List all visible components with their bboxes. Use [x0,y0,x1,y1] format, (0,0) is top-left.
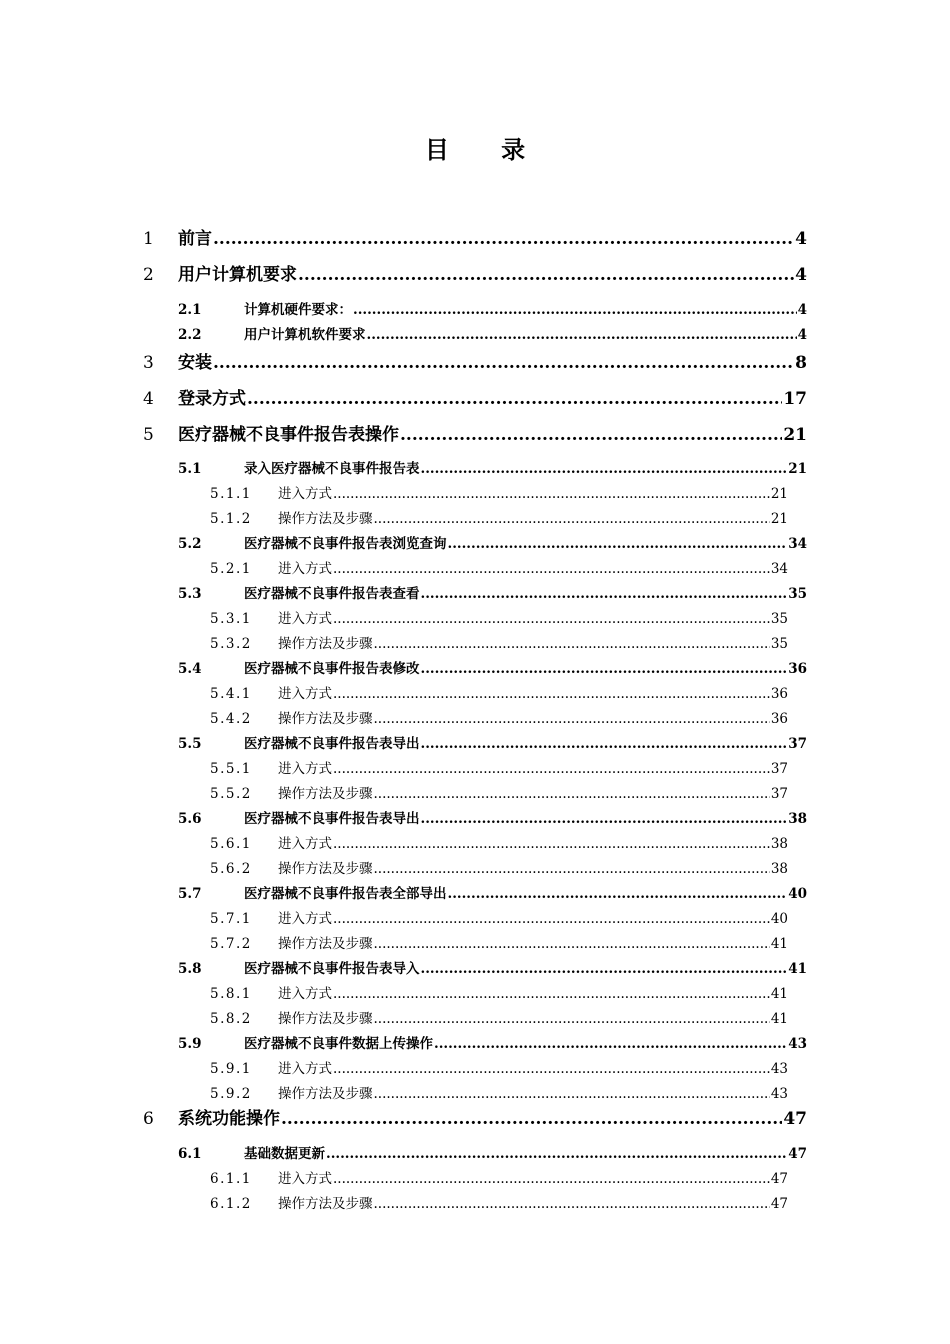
toc-dot-leader [333,686,770,702]
toc-entry-title: 进入方式 [278,911,332,927]
toc-entry-level-2[interactable] [178,807,807,827]
toc-entry-title: 进入方式 [278,836,332,852]
toc-entry-page: 47 [770,1196,788,1212]
toc-entry-title: 进入方式 [278,1171,332,1187]
toc-entry-number: 5.8.2 [210,1011,252,1027]
toc-entry-number: 5.4 [178,661,202,677]
toc-entry-page: 41 [788,961,807,977]
toc-entry-level-2[interactable] [178,1142,807,1162]
toc-entry-page: 35 [770,636,788,652]
toc-entry-number: 3 [143,353,154,372]
toc-entry-title: 进入方式 [278,561,332,577]
toc-entry-level-3[interactable] [210,907,788,927]
toc-entry-number: 5.5 [178,736,202,752]
toc-dot-leader [448,886,788,902]
toc-entry-page: 4 [797,327,807,343]
toc-entry-page: 47 [788,1146,807,1162]
toc-entry-level-2[interactable] [178,882,807,902]
toc-entry-title: 操作方法及步骤 [278,511,373,527]
toc-entry-level-3[interactable] [210,832,788,852]
toc-entry-number: 6.1 [178,1146,202,1162]
toc-dot-leader [421,811,788,827]
toc-dot-leader [333,1061,770,1077]
toc-entry-level-2[interactable] [178,732,807,752]
toc-entry-title: 计算机硬件要求： [244,302,352,318]
toc-entry-title: 操作方法及步骤 [278,936,373,952]
toc-entry-level-2[interactable] [178,657,807,677]
toc-entry-number: 5.9.2 [210,1086,252,1102]
toc-entry-title: 医疗器械不良事件报告表全部导出 [244,886,447,902]
toc-entry-page: 43 [770,1086,788,1102]
toc-entry-title: 进入方式 [278,686,332,702]
toc-dot-leader [353,302,797,318]
toc-entry-level-3[interactable] [210,1192,788,1212]
toc-entry-title: 进入方式 [278,761,332,777]
toc-entry-level-3[interactable] [210,607,788,627]
toc-entry-level-3[interactable] [210,1007,788,1027]
toc-entry-page: 34 [770,561,788,577]
toc-dot-leader [333,986,770,1002]
toc-dot-leader [374,1011,770,1027]
toc-entry-page: 43 [788,1036,807,1052]
toc-entry-page: 35 [770,611,788,627]
toc-entry-level-2[interactable] [178,457,807,477]
toc-entry-number: 5.1 [178,461,202,477]
toc-entry-page: 38 [788,811,807,827]
toc-dot-leader [213,353,794,372]
toc-entry-level-3[interactable] [210,707,788,727]
toc-entry-page: 37 [770,761,788,777]
toc-entry-title: 医疗器械不良事件报告表修改 [244,661,420,677]
toc-entry-page: 4 [795,265,807,284]
toc-dot-leader [333,761,770,777]
toc-entry-page: 21 [770,486,788,502]
toc-entry-level-2[interactable] [178,582,807,602]
toc-entry-title: 进入方式 [278,611,332,627]
toc-entry-number: 5.9 [178,1036,202,1052]
toc-dot-leader [333,911,770,927]
toc-entry-page: 36 [770,686,788,702]
toc-entry-level-2[interactable] [178,957,807,977]
toc-entry-page: 17 [783,389,807,408]
toc-entry-number: 5.3.1 [210,611,252,627]
toc-entry-level-1[interactable] [143,1104,807,1128]
toc-entry-number: 4 [143,389,154,408]
toc-entry-number: 5.4.1 [210,686,252,702]
toc-entry-level-3[interactable] [210,682,788,702]
toc-entry-title: 医疗器械不良事件数据上传操作 [244,1036,433,1052]
toc-entry-title: 医疗器械不良事件报告表查看 [244,586,420,602]
toc-entry-title: 操作方法及步骤 [278,1011,373,1027]
toc-dot-leader [448,536,788,552]
toc-entry-number: 5.4.2 [210,711,252,727]
toc-entry-page: 41 [770,936,788,952]
toc-entry-number: 5.6.1 [210,836,252,852]
toc-entry-level-1[interactable] [143,224,807,248]
toc-dot-leader [374,1196,770,1212]
toc-entry-page: 40 [770,911,788,927]
toc-entry-title: 登录方式 [178,389,246,408]
toc-dot-leader [374,511,770,527]
toc-entry-page: 8 [795,353,807,372]
toc-entry-level-1[interactable] [143,348,807,372]
toc-entry-number: 2 [143,265,154,284]
toc-dot-leader [374,636,770,652]
toc-entry-number: 5.3.2 [210,636,252,652]
toc-entry-page: 47 [783,1109,807,1128]
toc-entry-level-3[interactable] [210,557,788,577]
toc-entry-title: 前言 [178,229,212,248]
toc-entry-level-2[interactable] [178,298,807,318]
toc-dot-leader [281,1109,782,1128]
toc-entry-number: 6.1.2 [210,1196,252,1212]
toc-entry-level-2[interactable] [178,532,807,552]
toc-entry-number: 5.3 [178,586,202,602]
toc-entry-number: 5.8 [178,961,202,977]
toc-entry-level-3[interactable] [210,632,788,652]
toc-entry-page: 4 [795,229,807,248]
toc-entry-title: 操作方法及步骤 [278,711,373,727]
toc-entry-page: 34 [788,536,807,552]
toc-entry-title: 操作方法及步骤 [278,1196,373,1212]
toc-entry-number: 6 [143,1109,154,1128]
toc-entry-number: 5 [143,425,154,444]
toc-title: 目 录 [424,135,548,164]
toc-dot-leader [421,961,788,977]
toc-dot-leader [326,1146,787,1162]
toc-entry-title: 安装 [178,353,212,372]
toc-entry-level-3[interactable] [210,482,788,502]
toc-entry-title: 用户计算机要求 [178,265,297,284]
toc-entry-title: 操作方法及步骤 [278,636,373,652]
toc-entry-level-3[interactable] [210,1082,788,1102]
toc-entry-title: 医疗器械不良事件报告表导出 [244,811,420,827]
toc-entry-number: 5.6 [178,811,202,827]
toc-entry-number: 6.1.1 [210,1171,252,1187]
toc-entry-level-3[interactable] [210,757,788,777]
toc-dot-leader [333,836,770,852]
toc-entry-page: 21 [783,425,807,444]
toc-entry-page: 38 [770,836,788,852]
toc-entry-number: 5.1.1 [210,486,252,502]
toc-entry-number: 5.2 [178,536,202,552]
toc-entry-title: 医疗器械不良事件报告表导入 [244,961,420,977]
toc-entry-title: 用户计算机软件要求 [244,327,366,343]
toc-entry-page: 41 [770,1011,788,1027]
toc-dot-leader [421,461,788,477]
toc-entry-number: 5.9.1 [210,1061,252,1077]
toc-dot-leader [374,711,770,727]
toc-entry-level-3[interactable] [210,507,788,527]
toc-entry-number: 5.5.1 [210,761,252,777]
toc-dot-leader [421,661,788,677]
toc-dot-leader [247,389,782,408]
toc-entry-title: 操作方法及步骤 [278,1086,373,1102]
toc-entry-page: 36 [770,711,788,727]
toc-dot-leader [213,229,794,248]
toc-entry-level-3[interactable] [210,1167,788,1187]
toc-entry-title: 医疗器械不良事件报告表导出 [244,736,420,752]
toc-entry-page: 4 [797,302,807,318]
toc-dot-leader [434,1036,787,1052]
toc-entry-title: 进入方式 [278,486,332,502]
toc-entry-level-3[interactable] [210,1057,788,1077]
toc-entry-level-1[interactable] [143,384,807,408]
toc-entry-number: 1 [143,229,154,248]
toc-entry-level-2[interactable] [178,1032,807,1052]
toc-entry-number: 2.1 [178,302,202,318]
toc-entry-number: 5.6.2 [210,861,252,877]
toc-entry-level-3[interactable] [210,982,788,1002]
toc-entry-page: 21 [788,461,807,477]
toc-entry-number: 5.1.2 [210,511,252,527]
toc-dot-leader [333,486,770,502]
toc-dot-leader [421,736,788,752]
toc-entry-number: 5.7.2 [210,936,252,952]
toc-entry-title: 进入方式 [278,1061,332,1077]
toc-entry-title: 基础数据更新 [244,1146,325,1162]
toc-entry-page: 43 [770,1061,788,1077]
toc-dot-leader [374,861,770,877]
toc-entry-level-3[interactable] [210,857,788,877]
toc-entry-title: 医疗器械不良事件报告表浏览查询 [244,536,447,552]
toc-dot-leader [374,1086,770,1102]
toc-dot-leader [400,425,782,444]
toc-entry-number: 5.8.1 [210,986,252,1002]
toc-entry-level-1[interactable] [143,260,807,284]
toc-entry-title: 录入医疗器械不良事件报告表 [244,461,420,477]
toc-entry-level-3[interactable] [210,932,788,952]
toc-entry-number: 5.7.1 [210,911,252,927]
toc-dot-leader [333,561,770,577]
toc-dot-leader [421,586,788,602]
toc-entry-title: 操作方法及步骤 [278,786,373,802]
toc-entry-level-1[interactable] [143,420,807,444]
toc-entry-page: 37 [788,736,807,752]
toc-entry-level-2[interactable] [178,323,807,343]
toc-dot-leader [374,936,770,952]
toc-entry-number: 5.5.2 [210,786,252,802]
toc-dot-leader [367,327,797,343]
toc-dot-leader [298,265,794,284]
toc-entry-page: 40 [788,886,807,902]
toc-entry-page: 36 [788,661,807,677]
toc-entry-level-3[interactable] [210,782,788,802]
toc-entry-page: 47 [770,1171,788,1187]
toc-entry-title: 医疗器械不良事件报告表操作 [178,425,399,444]
toc-entry-title: 操作方法及步骤 [278,861,373,877]
toc-dot-leader [333,611,770,627]
toc-entry-page: 37 [770,786,788,802]
toc-entry-title: 系统功能操作 [178,1109,280,1128]
toc-entry-number: 5.7 [178,886,202,902]
toc-entry-page: 35 [788,586,807,602]
toc-entry-page: 38 [770,861,788,877]
toc-dot-leader [333,1171,770,1187]
toc-dot-leader [374,786,770,802]
toc-entry-number: 2.2 [178,327,202,343]
toc-entry-page: 21 [770,511,788,527]
toc-entry-title: 进入方式 [278,986,332,1002]
toc-entry-page: 41 [770,986,788,1002]
toc-entry-number: 5.2.1 [210,561,252,577]
